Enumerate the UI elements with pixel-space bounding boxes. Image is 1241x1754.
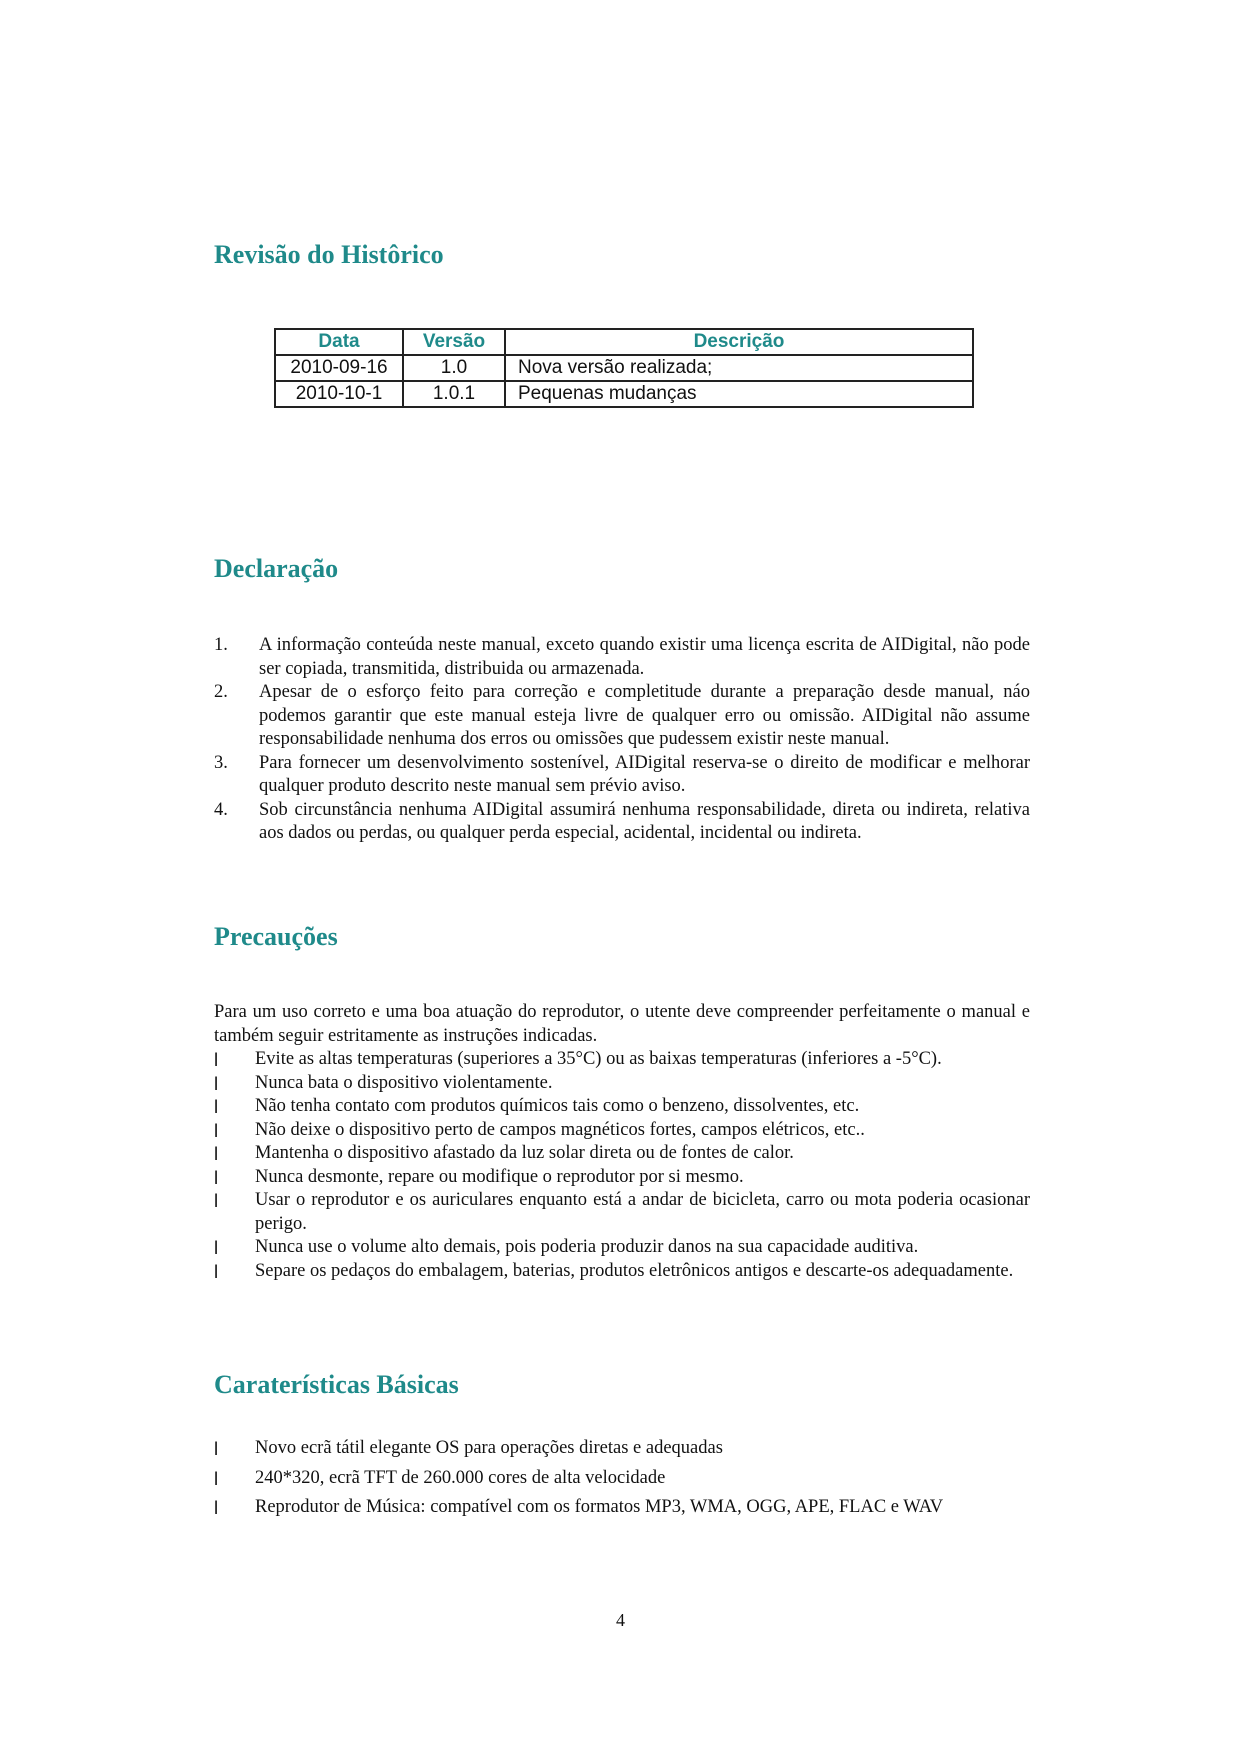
list-item <box>214 1260 1030 1284</box>
item-text: Para fornecer um desenvolvimento sostenível, AIDigital reserva-se o direito de modificar e melhorar qualquer produto descrito neste manual sem prévio aviso. <box>259 752 1030 796</box>
bullet-marker: l <box>214 1049 219 1070</box>
bullet-marker: l <box>214 1143 219 1164</box>
item-text: Não deixe o dispositivo perto de campos magnéticos fortes, campos elétricos, etc.. <box>255 1119 865 1140</box>
page-number: 4 <box>616 1610 625 1630</box>
item-text: Separe os pedaços do embalagem, baterias, produtos eletrônicos antigos e descarte-os adequadamente. <box>255 1260 1014 1281</box>
list-item <box>214 752 1030 799</box>
features-list <box>214 1437 1030 1526</box>
list-item <box>214 1189 1030 1236</box>
item-text: 240*320, ecrã TFT de 260.000 cores de alta velocidade <box>255 1467 666 1488</box>
item-number: 2. <box>214 682 228 702</box>
declaration-heading: Declaração <box>214 554 339 583</box>
item-number: 3. <box>214 752 228 773</box>
list-item <box>214 1166 1030 1190</box>
cell-version: 1.0 <box>403 355 505 381</box>
list-item <box>214 634 1030 681</box>
table-row <box>275 355 973 381</box>
list-item <box>214 1496 1030 1520</box>
header-date: Data <box>275 329 403 355</box>
precautions-heading: Precauções <box>214 922 338 951</box>
item-text: Apesar de o esforço feito para correção e completitude durante a preparação desde manual, náo podemos garantir que este manual esteja livre de qualquer erro ou omissão. AIDigital não assume responsabilidade nenhuma dos erros ou omissões que pudessem existir neste manual. <box>259 682 1030 749</box>
bullet-marker: l <box>214 1190 219 1211</box>
bullet-marker: l <box>214 1260 219 1282</box>
header-version: Versão <box>403 329 505 355</box>
bullet-marker: l <box>214 1237 219 1258</box>
list-item <box>214 799 1030 846</box>
features-heading: Caraterísticas Básicas <box>214 1370 459 1399</box>
bullet-marker: l <box>214 1497 219 1518</box>
list-item <box>214 1119 1030 1143</box>
precautions-intro: Para um uso correto e uma boa atuação do reprodutor, o utente deve compreender perfeitamente o manual e também seguir estritamente as instruções indicadas. <box>214 1002 1030 1046</box>
item-text: Nunca use o volume alto demais, pois poderia produzir danos na sua capacidade auditiva. <box>255 1237 919 1257</box>
item-text: Novo ecrã tátil elegante OS para operações diretas e adequadas <box>255 1438 723 1458</box>
cell-version: 1.0.1 <box>403 381 505 407</box>
list-item <box>214 1095 1030 1119</box>
cell-date: 2010-09-16 <box>275 355 403 381</box>
list-item <box>214 1467 1030 1491</box>
item-text: Mantenha o dispositivo afastado da luz solar direta ou de fontes de calor. <box>255 1143 794 1163</box>
precautions-section <box>214 1001 1030 1283</box>
list-item <box>214 1142 1030 1166</box>
cell-description: Nova versão realizada; <box>505 355 973 381</box>
item-text: Reprodutor de Música: compatível com os formatos MP3, WMA, OGG, APE, FLAC e WAV <box>255 1497 944 1517</box>
header-description: Descrição <box>505 329 973 355</box>
item-text: Não tenha contato com produtos químicos tais como o benzeno, dissolventes, etc. <box>255 1096 860 1116</box>
bullet-marker: l <box>214 1119 219 1141</box>
bullet-marker: l <box>214 1072 219 1094</box>
cell-description: Pequenas mudanças <box>505 381 973 407</box>
list-item <box>214 1048 1030 1072</box>
item-text: Sob circunstância nenhuma AIDigital assumirá nenhuma responsabilidade, direta ou indireta, relativa aos dados ou perdas, ou qualquer perda especial, acidental, incidental ou indireta. <box>259 799 1030 843</box>
revision-table <box>274 328 974 408</box>
list-item <box>214 1437 1030 1461</box>
list-item <box>214 1236 1030 1260</box>
bullet-marker: l <box>214 1096 219 1117</box>
bullet-marker: l <box>214 1166 219 1188</box>
item-text: Nunca desmonte, repare ou modifique o reprodutor por si mesmo. <box>255 1166 744 1187</box>
item-number: 4. <box>214 799 228 820</box>
declaration-list <box>214 634 1030 846</box>
bullet-marker: l <box>214 1467 219 1489</box>
bullet-marker: l <box>214 1438 219 1459</box>
revision-history-heading: Revisão do Histôrico <box>214 240 444 269</box>
list-item <box>214 681 1030 752</box>
item-text: Evite as altas temperaturas (superiores a 35°C) ou as baixas temperaturas (inferiores a -5°C). <box>255 1049 942 1069</box>
table-header-row <box>275 329 973 355</box>
item-number: 1. <box>214 635 228 655</box>
item-text: Nunca bata o dispositivo violentamente. <box>255 1072 553 1093</box>
item-text: A informação conteúda neste manual, exceto quando existir uma licença escrita de AIDigital, não pode ser copiada, transmitida, distribuida ou armazenada. <box>259 635 1030 679</box>
item-text: Usar o reprodutor e os auriculares enquanto está a andar de bicicleta, carro ou mota poderia ocasionar perigo. <box>255 1190 1030 1234</box>
table-row <box>275 381 973 407</box>
cell-date: 2010-10-1 <box>275 381 403 407</box>
list-item <box>214 1072 1030 1096</box>
